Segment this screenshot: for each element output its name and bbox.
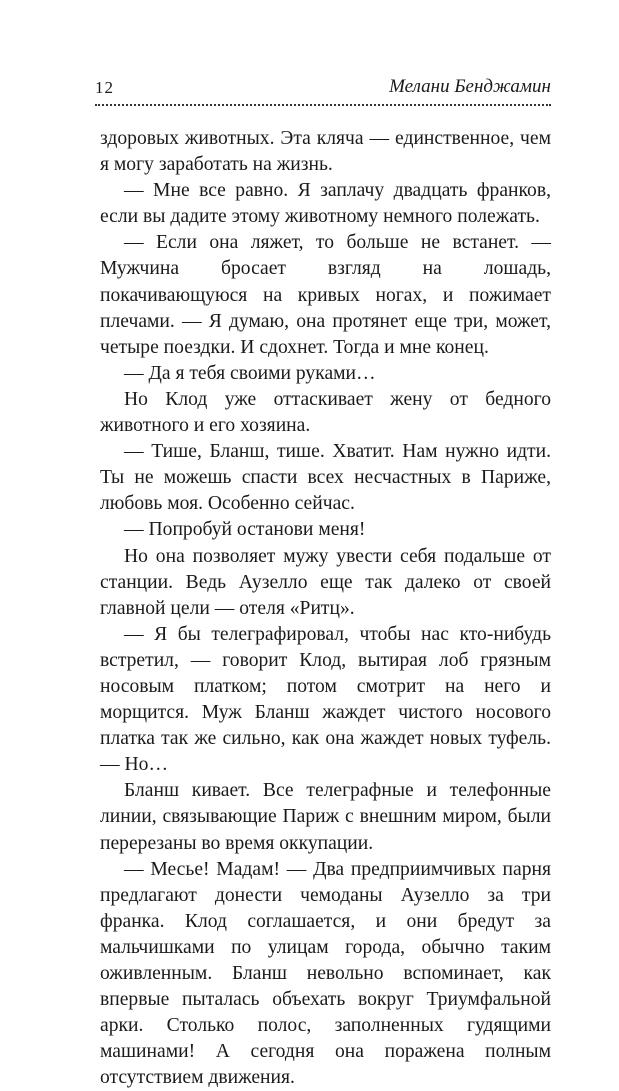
paragraph: Но она позволяет мужу увести себя подальше от станции. Ведь Аузелло еще так далеко от своей главной цели — отеля «Ритц». [100, 545, 551, 619]
header-dotted-rule [95, 104, 551, 106]
running-title: Мелани Бенджамин [389, 76, 551, 97]
paragraph: здоровых животных. Эта кляча — единственное, чем я могу заработать на жизнь. [100, 128, 551, 176]
paragraph: — Попробуй останови меня! [124, 519, 366, 541]
page-number: 12 [95, 78, 114, 97]
paragraph: — Я бы телеграфировал, чтобы нас кто-нибудь встретил, — говорит Клод, вытирая лоб грязным носовым платком; потом смотрит на него и морщится. Муж Бланш жаждет чистого носового платка так же сильно, как она жаждет новых туфель. — Но… [100, 623, 551, 776]
paragraph: — Месье! Мадам! — Два предприимчивых парня предлагают донести чемоданы Аузелло за три франка. Клод соглашается, и они бредут за мальчишками по улицам города, обычно таким оживленным. Бланш невольно вспоминает, как впервые пыталась объехать вокруг Триумфальной арки. Столько полос, заполненных гудящими машинами! А сегодня она поражена полным отсутствием движения. [100, 858, 551, 1089]
body-text [100, 126, 551, 1091]
paragraph: — Да я тебя своими руками… [124, 362, 376, 384]
paragraph: Но Клод уже оттаскивает жену от бедного животного и его хозяина. [100, 388, 551, 437]
paragraph: — Мне все равно. Я заплачу двадцать франков, если вы дадите этому животному немного полежать. [100, 180, 551, 228]
paragraph: — Тише, Бланш, тише. Хватит. Нам нужно идти. Ты не можешь спасти всех несчастных в Париже, любовь моя. Особенно сейчас. [100, 441, 551, 515]
paragraph: — Если она ляжет, то больше не встанет. — Мужчина бросает взгляд на лошадь, покачивающуюся на кривых ногах, и пожимает плечами. — Я думаю, она протянет еще три, может, четыре поездки. И сдохнет. Тогда и мне конец. [100, 232, 551, 358]
paragraph: Бланш кивает. Все телеграфные и телефонные линии, связывающие Париж с внешним миром, были перерезаны во время оккупации. [100, 780, 551, 854]
